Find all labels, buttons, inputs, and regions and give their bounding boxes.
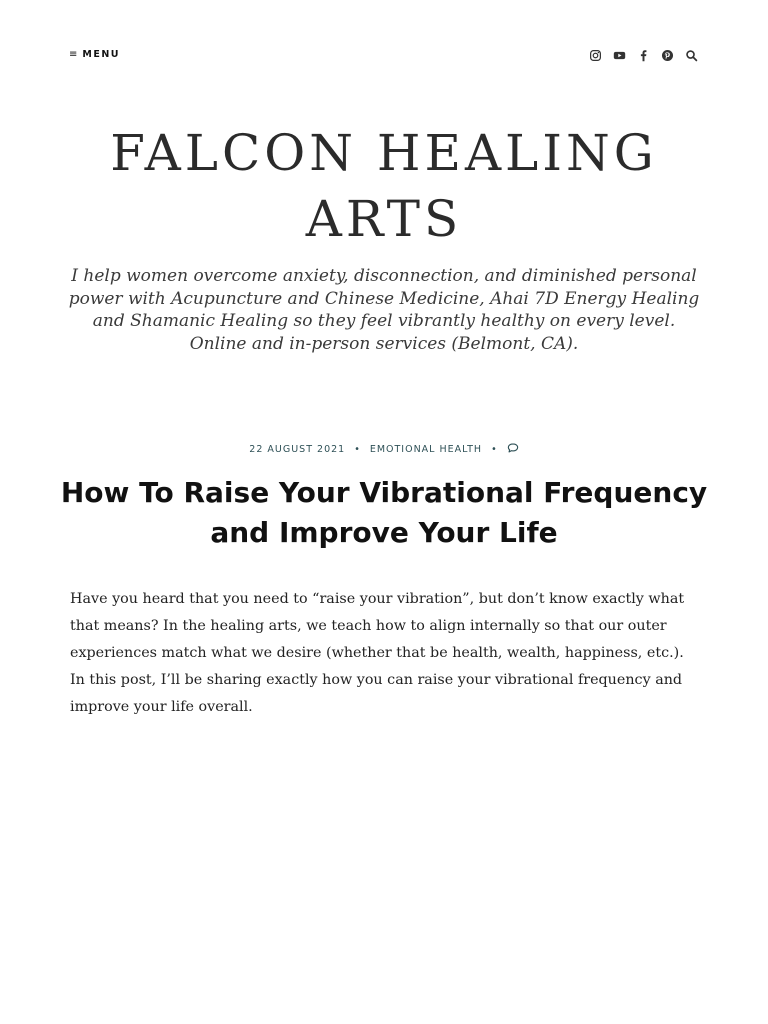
social-links <box>588 46 698 64</box>
facebook-icon[interactable] <box>636 48 650 62</box>
post-date[interactable]: 22 AUGUST 2021 <box>249 443 346 455</box>
post-meta <box>0 441 768 457</box>
pinterest-icon[interactable] <box>660 48 674 62</box>
post-category[interactable]: EMOTIONAL HEALTH <box>369 443 483 455</box>
post-excerpt: Have you heard that you need to “raise your vibration”, but don’t know exactly what that means? In the healing arts, we teach how to align internally so that our outer experiences match what we desire (whether that be health, wealth, happiness, etc.). In this post, I’ll be sharing exactly how you can raise your vibrational frequency and improve your life overall. <box>70 591 685 715</box>
site-tagline: I help women overcome anxiety, disconnection, and diminished personal power with Acupuncture and Chinese Medicine, Ahai 7D Energy Healing and Shamanic Healing so they feel vibrantly healthy on every level. Online and in-person services (Belmont, CA). <box>68 266 700 354</box>
youtube-icon[interactable] <box>612 48 626 62</box>
hamburger-icon: ≡ <box>69 49 78 60</box>
menu-button[interactable] <box>69 46 120 64</box>
site-title[interactable]: FALCON HEALING ARTS <box>110 124 658 248</box>
top-bar <box>69 46 698 64</box>
instagram-icon[interactable] <box>588 48 602 62</box>
post-title[interactable]: How To Raise Your Vibrational Frequency and Improve Your Life <box>60 476 708 549</box>
comment-icon[interactable] <box>507 442 519 457</box>
search-icon[interactable] <box>684 48 698 62</box>
meta-separator: • <box>354 443 361 455</box>
menu-label: MENU <box>82 49 120 60</box>
meta-separator: • <box>491 443 498 455</box>
